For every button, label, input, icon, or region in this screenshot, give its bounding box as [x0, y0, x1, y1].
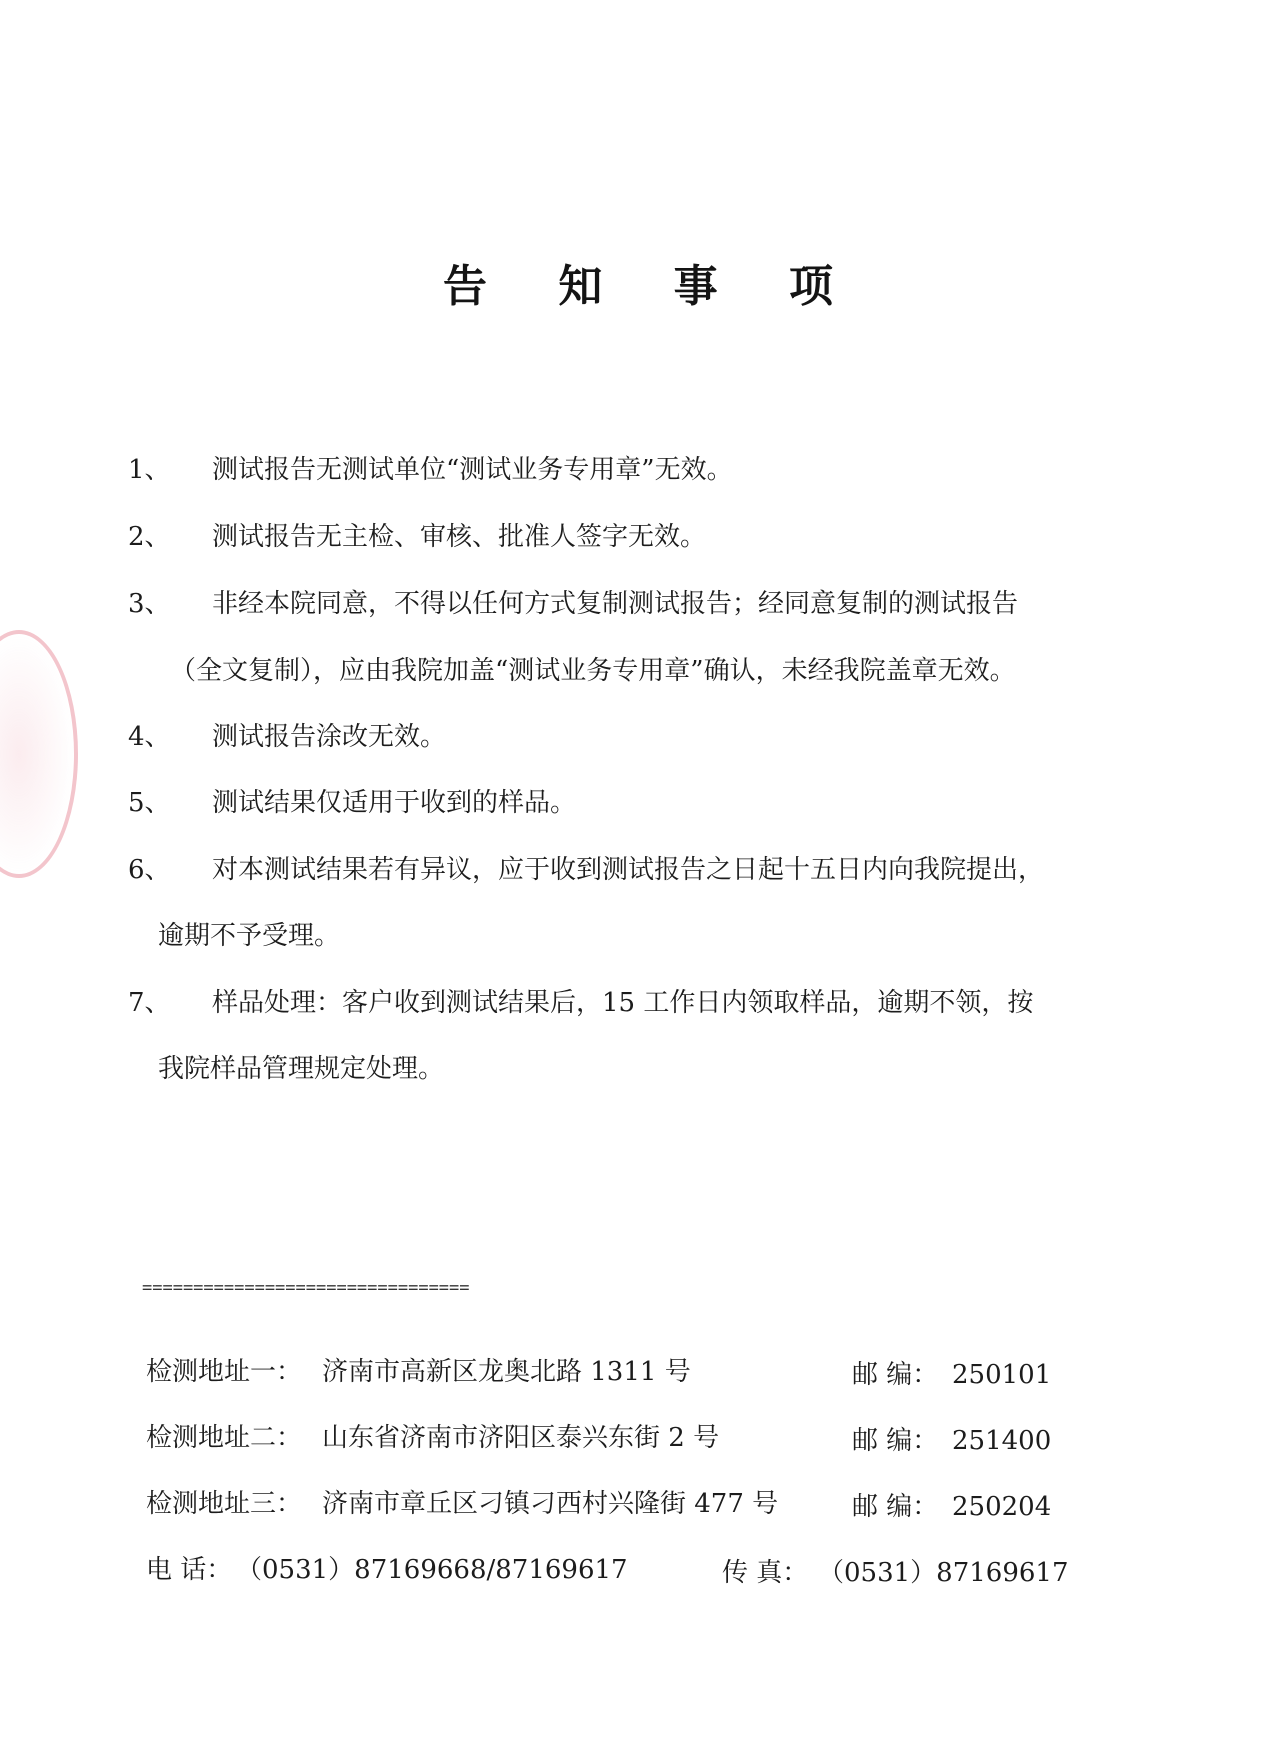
page-title: 告 知 事 项 [443, 261, 861, 312]
item-text: 样品处理：客户收到测试结果后，15 工作日内领取样品，逾期不领，按 [212, 988, 1034, 1018]
item-number: 7、 [128, 988, 171, 1018]
fax-label: 传 真： [722, 1558, 809, 1588]
item-text: 对本测试结果若有异议，应于收到测试报告之日起十五日内向我院提出， [212, 855, 1045, 885]
postcode2-label: 邮 编： [852, 1426, 939, 1456]
address3-label: 检测地址三： [146, 1489, 303, 1519]
postcode2-value: 251400 [952, 1426, 1052, 1456]
phone-label: 电 话： [146, 1555, 233, 1585]
item-number: 4、 [128, 722, 171, 752]
separator-line: ================================ [142, 1278, 470, 1298]
item-number: 5、 [128, 788, 171, 818]
phone-value: （0531）87169668/87169617 [236, 1555, 628, 1585]
address1-value: 济南市高新区龙奥北路 1311 号 [322, 1357, 691, 1387]
red-seal-stamp [0, 630, 78, 878]
address3-value: 济南市章丘区刁镇刁西村兴隆街 477 号 [322, 1489, 779, 1519]
address1-label: 检测地址一： [146, 1357, 303, 1387]
item-number: 6、 [128, 855, 171, 885]
fax-value: （0531）87169617 [818, 1558, 1069, 1588]
item-text: 测试报告无测试单位“测试业务专用章”无效。 [212, 455, 733, 485]
item-number: 2、 [128, 522, 171, 552]
item-number: 3、 [128, 589, 171, 619]
item-text: （全文复制），应由我院加盖“测试业务专用章”确认，未经我院盖章无效。 [170, 656, 1016, 686]
item-text: 测试报告涂改无效。 [212, 722, 447, 752]
postcode1-label: 邮 编： [852, 1360, 939, 1390]
item-text: 测试结果仅适用于收到的样品。 [212, 788, 577, 818]
item-text: 我院样品管理规定处理。 [158, 1054, 445, 1084]
address2-label: 检测地址二： [146, 1423, 303, 1453]
postcode1-value: 250101 [952, 1360, 1052, 1390]
item-number: 1、 [128, 455, 171, 485]
item-text: 测试报告无主检、审核、批准人签字无效。 [212, 522, 707, 552]
postcode3-value: 250204 [952, 1492, 1052, 1522]
item-text: 非经本院同意，不得以任何方式复制测试报告；经同意复制的测试报告 [212, 589, 1019, 619]
postcode3-label: 邮 编： [852, 1492, 939, 1522]
address2-value: 山东省济南市济阳区泰兴东街 2 号 [322, 1423, 720, 1453]
item-text: 逾期不予受理。 [158, 921, 341, 951]
